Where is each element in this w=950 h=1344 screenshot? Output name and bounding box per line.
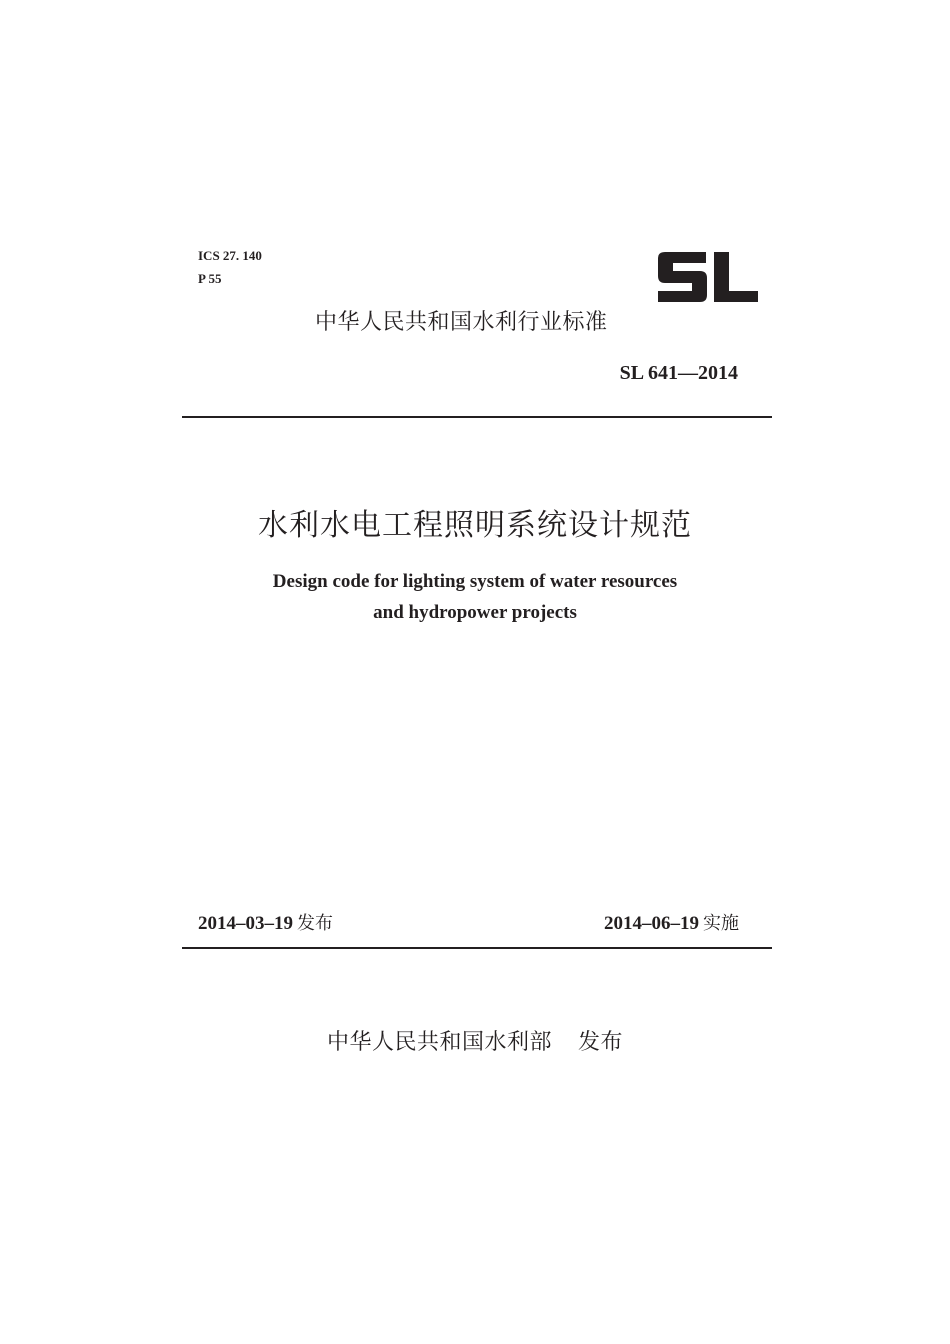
- title-english-line-1: Design code for lighting system of water resources: [272, 571, 678, 592]
- issue-date: 2014–03–19: [198, 913, 293, 934]
- sl-logo: [656, 250, 760, 304]
- standard-number: SL 641—2014: [619, 362, 738, 384]
- implement-label: 实施: [703, 913, 739, 934]
- implement-date: 2014–06–19: [604, 913, 699, 934]
- sl-logo-letter-s: [658, 252, 707, 302]
- publisher-line: [0, 1028, 950, 1058]
- title-english-line-2: and hydropower projects: [373, 602, 577, 623]
- issue-date-block: [198, 911, 333, 937]
- publisher-label: 发布: [578, 1030, 624, 1055]
- publisher-organization: 中华人民共和国水利部: [326, 1030, 552, 1055]
- classification-code: P 55: [198, 271, 222, 286]
- standard-category: 中华人民共和国水利行业标准: [315, 310, 608, 335]
- bottom-divider: [182, 947, 772, 949]
- ics-code: ICS 27. 140: [198, 248, 262, 263]
- top-divider: [182, 416, 772, 418]
- title-chinese: 水利水电工程照明系统设计规范: [258, 508, 692, 543]
- issue-label: 发布: [297, 913, 333, 934]
- implement-date-block: [604, 911, 739, 937]
- sl-logo-letter-l: [714, 252, 758, 302]
